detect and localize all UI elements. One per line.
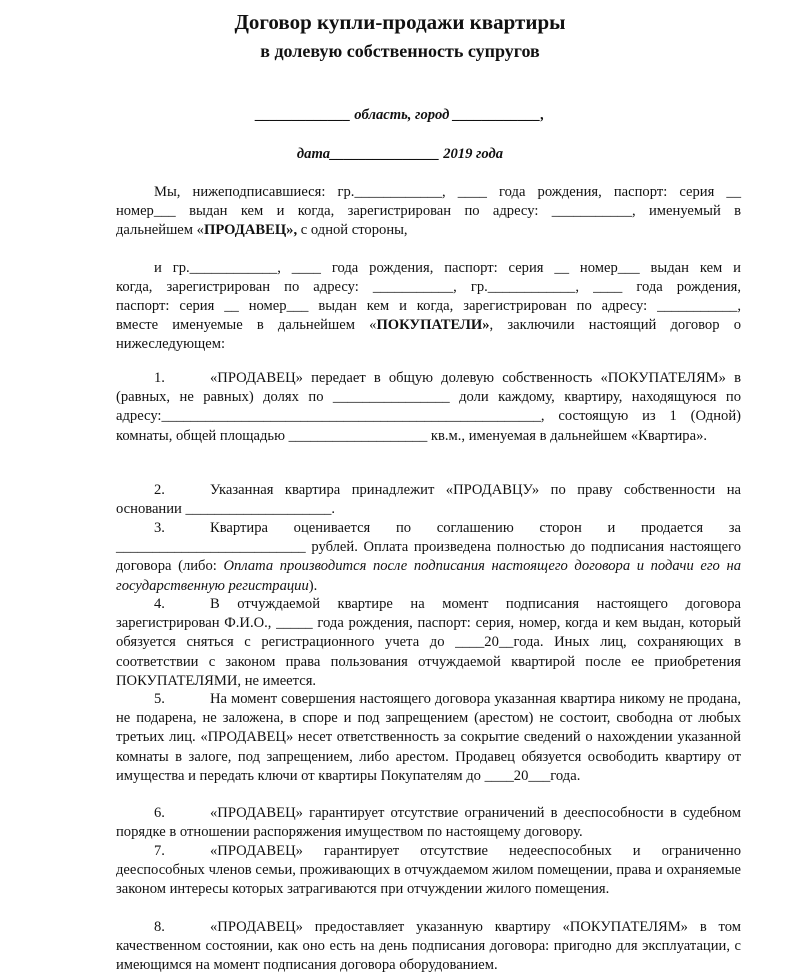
seller-line-3-text: дальнейшем « xyxy=(116,222,204,238)
buyers-line-4-tail: , заключили настоящий договор о xyxy=(489,317,742,333)
seller-line-3-tail: с одной стороны, xyxy=(297,222,408,238)
clause-number: 1. xyxy=(154,370,165,386)
seller-line-2: номер___ выдан кем и когда, зарегистрирован по адресу: ___________, именуемый в xyxy=(116,203,741,219)
buyers-line-5: нижеследующем: xyxy=(116,336,226,352)
clause-text-italic: Оплата производится после подписания настоящего договора и подачи его на государственную регистрации xyxy=(116,558,741,594)
clause-text-tail: ). xyxy=(308,577,318,594)
buyers-line-2: когда, зарегистрирован по адресу: ___________, гр.____________, ____ года рождения, xyxy=(116,279,741,295)
clause-number: 4. xyxy=(154,596,165,612)
date-line: дата_______________ 2019 года xyxy=(296,146,504,162)
clause-4 xyxy=(116,595,741,691)
buyers-line-4 xyxy=(116,316,741,335)
clause-text: «ПРОДАВЕЦ» гарантирует отсутствие ограничений в дееспособности в судебном порядке в отношении распоряжения имуществом по настоящему договору. xyxy=(116,805,741,841)
clause-text: «ПРОДАВЕЦ» предоставляет указанную квартиру «ПОКУПАТЕЛЯМ» в том качественном состоянии, как оно есть на день подписания договора: пригодно для эксплуатации, с имеющимся на момент подписания договора оборудованием. xyxy=(116,919,741,974)
clause-number: 8. xyxy=(154,919,165,935)
clause-number: 2. xyxy=(154,482,165,498)
clause-2 xyxy=(116,481,741,519)
buyers-role-label: ПОКУПАТЕЛИ» xyxy=(376,317,490,333)
buyers-line-1: и гр.____________, ____ года рождения, паспорт: серия __ номер___ выдан кем и xyxy=(154,260,741,276)
clause-text: На момент совершения настоящего договора указанная квартира никому не продана, не подарена, не заложена, в споре и под запрещением (арестом) не состоит, свободна от любых третьих лиц. «ПРОДАВЕЦ» несет ответственность за сокрытие сведений о нахождении указанной комнаты в залоге, под запрещением, либо арестом. Продавец обязуется освободить квартиру от имущества и передать ключи от квартиры Покупателям до ____20___года. xyxy=(116,691,741,784)
clause-text: В отчуждаемой квартире на момент подписания настоящего договора зарегистрирован Ф.И.О., _____ года рождения, паспорт: серия, номер, когда и кем выдан, который обязуется сняться с регистрационного учета до ____20__года. Иных лиц, сохраняющих в соответствии с законом права пользования отчуждаемой квартирой после ее приобретения ПОКУПАТЕЛЯМИ, не имеется. xyxy=(116,596,741,689)
clause-6 xyxy=(116,804,741,842)
clause-text: «ПРОДАВЕЦ» гарантирует отсутствие недееспособных и ограниченно дееспособных членов семьи, проживающих в отчуждаемом жилом помещении, права и охраняемые законом интересы которых затрагиваются при отчуждении жилого помещения. xyxy=(116,843,741,898)
clause-5 xyxy=(116,690,741,786)
seller-role-label: ПРОДАВЕЦ», xyxy=(203,222,298,238)
clause-text: Указанная квартира принадлежит «ПРОДАВЦУ» по праву собственности на основании ____________________. xyxy=(116,482,741,518)
buyers-line-3: паспорт: серия __ номер___ выдан кем и когда, зарегистрирован по адресу: ___________, xyxy=(116,298,741,314)
clause-number: 3. xyxy=(154,520,165,536)
document-subtitle: в долевую собственность супругов xyxy=(260,41,540,61)
document-title: Договор купли-продажи квартиры xyxy=(234,10,566,34)
clause-7 xyxy=(116,842,741,900)
clause-1 xyxy=(116,369,741,446)
location-line: _____________ область, город ____________, xyxy=(255,107,545,123)
seller-line-1: Мы, нижеподписавшиеся: гр.____________, ____ года рождения, паспорт: серия __ xyxy=(154,184,741,200)
clause-text: Квартира оценивается по соглашению сторон и продается за __________________________ рублей. Оплата произведена полностью до подписания настоящего договора (либо: xyxy=(116,520,741,575)
clause-8 xyxy=(116,918,741,976)
clause-number: 5. xyxy=(154,691,165,707)
buyers-line-4-text: вместе именуемые в дальнейшем « xyxy=(116,317,377,333)
seller-line-3 xyxy=(116,221,741,240)
clause-number: 7. xyxy=(154,843,165,859)
clause-3 xyxy=(116,519,741,596)
clause-number: 6. xyxy=(154,805,165,821)
clause-text: «ПРОДАВЕЦ» передает в общую долевую собственность «ПОКУПАТЕЛЯМ» в (равных, не равных) долях по ________________ доли каждому, квартиру, находящуюся по адресу:____________________________________________________, состоящую из 1 (Одной) комнаты, общей площадью ___________________ кв.м., именуемая в дальнейшем «Квартира». xyxy=(116,370,741,444)
